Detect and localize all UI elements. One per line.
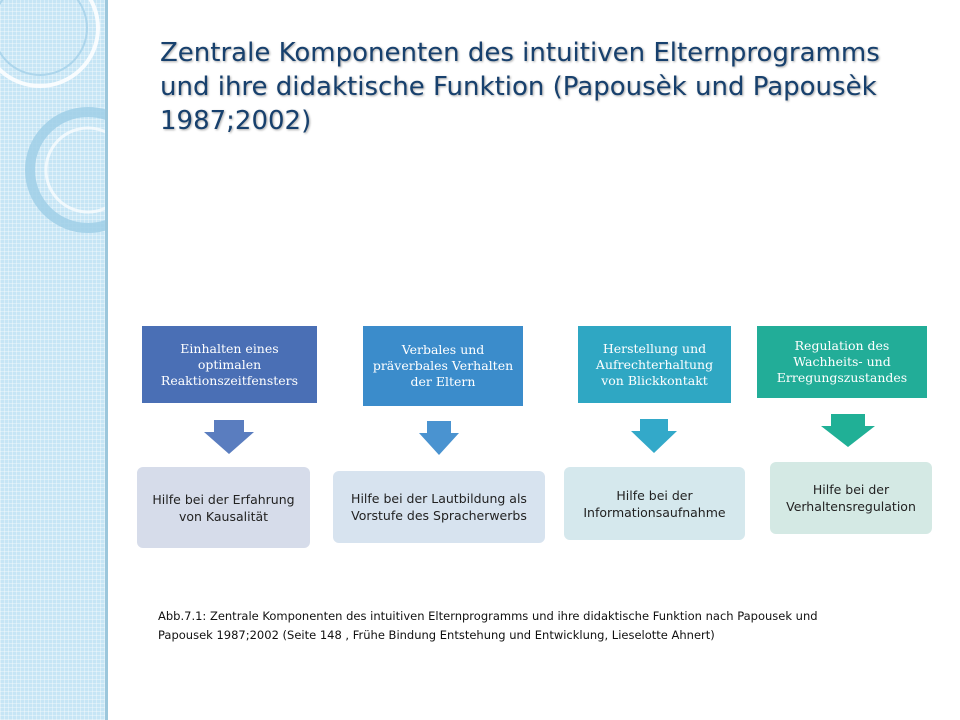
arrow-down-icon <box>821 414 875 447</box>
arrow-down-icon <box>204 420 254 454</box>
function-box-4: Hilfe bei der Verhaltensregulation <box>770 462 932 534</box>
component-box-1: Einhalten eines optimalen Reaktionszeitfensters <box>142 326 317 403</box>
decorative-rings <box>0 0 107 720</box>
arrow-down-icon <box>419 421 459 455</box>
arrow-down-icon <box>631 419 677 453</box>
decorative-sidebar <box>0 0 107 720</box>
component-box-2: Verbales und präverbales Verhalten der Eltern <box>363 326 523 406</box>
function-box-1: Hilfe bei der Erfahrung von Kausalität <box>137 467 310 548</box>
component-box-4: Regulation des Wachheits- und Erregungszustandes <box>757 326 927 398</box>
component-box-3: Herstellung und Aufrechterhaltung von Blickkontakt <box>578 326 731 403</box>
function-box-2: Hilfe bei der Lautbildung als Vorstufe des Spracherwerbs <box>333 471 545 543</box>
figure-caption: Abb.7.1: Zentrale Komponenten des intuitiven Elternprogramms und ihre didaktische Funktion nach Papousek und Papousek 1987;2002 (Seite 148 , Frühe Bindung Entstehung und Entwicklung, Lieselotte Ahnert) <box>158 609 818 642</box>
function-box-3: Hilfe bei der Informationsaufnahme <box>564 467 745 540</box>
slide-title: Zentrale Komponenten des intuitiven Elternprogramms und ihre didaktische Funktion (Papousèk und Papousèk 1987;2002) <box>160 38 880 136</box>
sidebar-divider <box>105 0 108 720</box>
